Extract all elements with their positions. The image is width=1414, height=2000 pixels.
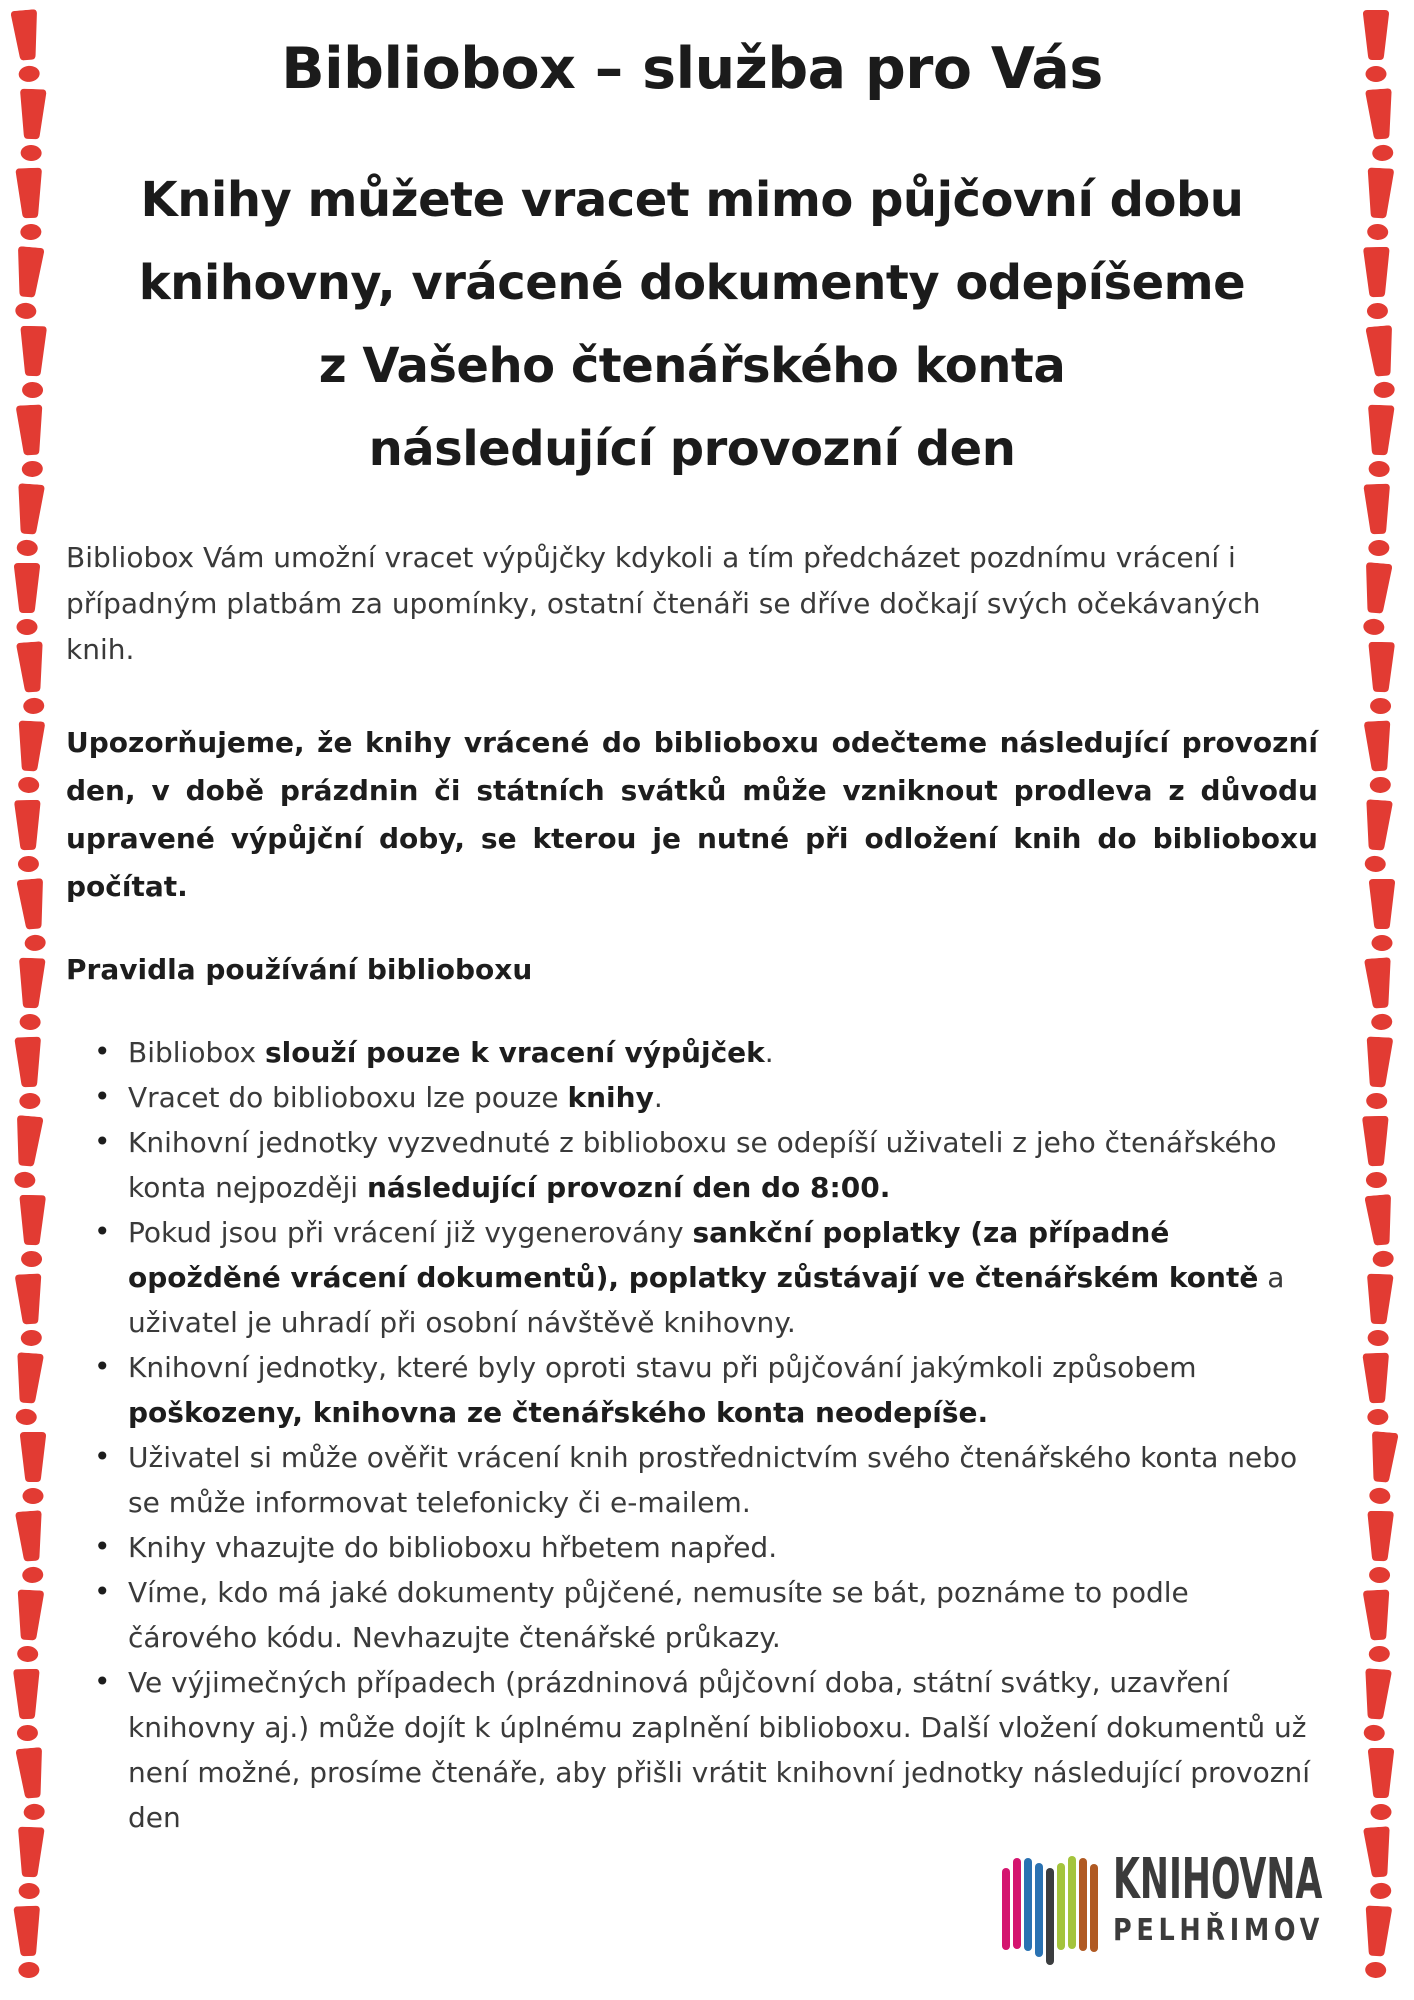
logo-bar (1002, 1868, 1010, 1950)
subtitle-line: z Vašeho čtenářského konta (318, 338, 1066, 395)
rule-text: Knihy vhazujte do biblioboxu hřbetem napřed. (128, 1531, 778, 1565)
rule-text-bold: následující provozní den do 8:00. (366, 1171, 891, 1205)
exclamation-icon (12, 1037, 56, 1115)
exclamation-icon (12, 800, 56, 878)
exclamation-icon (1361, 89, 1405, 167)
exclamation-icon (12, 326, 56, 404)
warning-paragraph: Upozorňujeme, že knihy vrácené do biblioboxu odečteme následující provozní den, v době prázdnin či státních svátků může vzniknout prodleva z důvodu upravené výpůjční doby, se kterou je nutné při odložení knih do biblioboxu počítat. (66, 726, 1318, 904)
rule-item (92, 1525, 1318, 1570)
rule-text-bold: sankční poplatky (za případné opožděné vrácení dokumentů), poplatky zůstávají ve čtenářském kontě (128, 1216, 1259, 1295)
exclamation-icon (1361, 1274, 1405, 1352)
exclamation-icon (12, 1906, 56, 1984)
exclamation-icon (12, 958, 56, 1036)
exclamation-icon (1361, 1590, 1405, 1668)
logo-books-icon (1002, 1852, 1101, 1965)
rule-text: Uživatel si může ověřit vrácení knih prostřednictvím svého čtenářského konta nebo se může informovat telefonicky či e-mailem. (128, 1441, 1298, 1520)
exclamation-icon (12, 1432, 56, 1510)
rule-text-bold: poškozeny, knihovna ze čtenářského konta neodepíše. (128, 1396, 989, 1430)
exclamation-icon (1361, 1116, 1405, 1194)
logo-bar (1013, 1858, 1021, 1949)
rule-item (92, 1120, 1318, 1210)
rule-text: . (764, 1036, 774, 1070)
exclamation-icon (1361, 326, 1405, 404)
page-title: Bibliobox – služba pro Vás (281, 36, 1103, 102)
exclamation-icon (12, 642, 56, 720)
logo-title: KNIHOVNA (1113, 1847, 1323, 1912)
exclamation-icon (12, 1827, 56, 1905)
logo-bar (1024, 1858, 1032, 1951)
rule-item (92, 1570, 1318, 1660)
logo-bar (1057, 1863, 1065, 1950)
exclamation-border-right (1361, 10, 1405, 1985)
exclamation-icon (1361, 958, 1405, 1036)
exclamation-icon (1361, 405, 1405, 483)
exclamation-icon (1361, 642, 1405, 720)
poster-content (66, 0, 1318, 1840)
rule-text-bold: knihy (567, 1081, 654, 1115)
exclamation-icon (12, 1511, 56, 1589)
rule-text-bold: slouží pouze k vracení výpůjček (264, 1036, 765, 1070)
logo-bar (1090, 1864, 1098, 1952)
logo-bar (1035, 1863, 1043, 1957)
rule-text: Vracet do biblioboxu lze pouze (128, 1081, 568, 1115)
rule-item (92, 1030, 1318, 1075)
intro-paragraph: Bibliobox Vám umožní vracet výpůjčky kdykoli a tím předcházet pozdnímu vrácení i případným platbám za upomínky, ostatní čtenáři se dříve dočkají svých očekávaných knih. (66, 541, 1261, 667)
rule-item (92, 1345, 1318, 1435)
exclamation-icon (1361, 10, 1405, 88)
rule-item (92, 1660, 1318, 1840)
exclamation-icon (12, 1353, 56, 1431)
rule-item (92, 1075, 1318, 1120)
logo-bar (1068, 1856, 1076, 1949)
library-logo (1002, 1847, 1414, 1965)
rule-text: Pokud jsou při vrácení již vygenerovány (128, 1216, 693, 1250)
exclamation-icon (12, 168, 56, 246)
exclamation-icon (12, 879, 56, 957)
page-subtitle (66, 159, 1318, 491)
exclamation-icon (12, 1274, 56, 1352)
logo-text (1113, 1847, 1414, 1948)
exclamation-icon (12, 1116, 56, 1194)
exclamation-icon (1361, 1195, 1405, 1273)
logo-bar (1079, 1858, 1087, 1951)
rule-text: Knihovní jednotky, které byly oproti stavu při půjčování jakýmkoli způsobem (128, 1351, 1197, 1385)
exclamation-icon (12, 1590, 56, 1668)
exclamation-icon (12, 10, 56, 88)
rules-heading: Pravidla používání biblioboxu (66, 953, 533, 987)
exclamation-icon (1361, 247, 1405, 325)
subtitle-line: Knihy můžete vracet mimo půjčovní dobu (140, 172, 1244, 229)
exclamation-icon (12, 405, 56, 483)
exclamation-icon (12, 563, 56, 641)
rule-item (92, 1210, 1318, 1345)
rule-text: a uživatel je uhradí při osobní návštěvě knihovny. (128, 1261, 1285, 1340)
exclamation-icon (12, 721, 56, 799)
exclamation-icon (1361, 721, 1405, 799)
rule-text: Ve výjimečných případech (prázdninová půjčovní doba, státní svátky, uzavření knihovny aj.) může dojít k úplnému zaplnění biblioboxu. Další vložení dokumentů už není možné, prosíme čtenáře, aby přišli vrátit knihovní jednotky následující provozní den (128, 1666, 1310, 1835)
rule-text: Knihovní jednotky vyzvednuté z biblioboxu se odepíší uživateli z jeho čtenářského konta nejpozději (128, 1126, 1277, 1205)
exclamation-icon (1361, 879, 1405, 957)
exclamation-icon (1361, 1748, 1405, 1826)
subtitle-line: následující provozní den (368, 421, 1016, 478)
rules-list (92, 1030, 1318, 1840)
exclamation-icon (12, 1748, 56, 1826)
rule-item (92, 1435, 1318, 1525)
exclamation-icon (1361, 1511, 1405, 1589)
exclamation-icon (1361, 484, 1405, 562)
exclamation-icon (12, 247, 56, 325)
rule-text: Víme, kdo má jaké dokumenty půjčené, nemusíte se bát, poznáme to podle čárového kódu. Nevhazujte čtenářské průkazy. (128, 1576, 1189, 1655)
exclamation-icon (1361, 1037, 1405, 1115)
logo-bar (1046, 1868, 1054, 1965)
exclamation-icon (12, 1195, 56, 1273)
exclamation-icon (12, 1669, 56, 1747)
exclamation-icon (1361, 168, 1405, 246)
exclamation-icon (12, 484, 56, 562)
exclamation-icon (1361, 1353, 1405, 1431)
exclamation-border-left (12, 10, 56, 1985)
exclamation-icon (1361, 1669, 1405, 1747)
exclamation-icon (1361, 563, 1405, 641)
rule-text: Bibliobox (128, 1036, 265, 1070)
rule-text: . (653, 1081, 663, 1115)
exclamation-icon (1361, 800, 1405, 878)
exclamation-icon (12, 89, 56, 167)
logo-subtitle: PELHŘIMOV (1113, 1913, 1325, 1948)
subtitle-line: knihovny, vrácené dokumenty odepíšeme (138, 255, 1246, 312)
exclamation-icon (1361, 1432, 1405, 1510)
